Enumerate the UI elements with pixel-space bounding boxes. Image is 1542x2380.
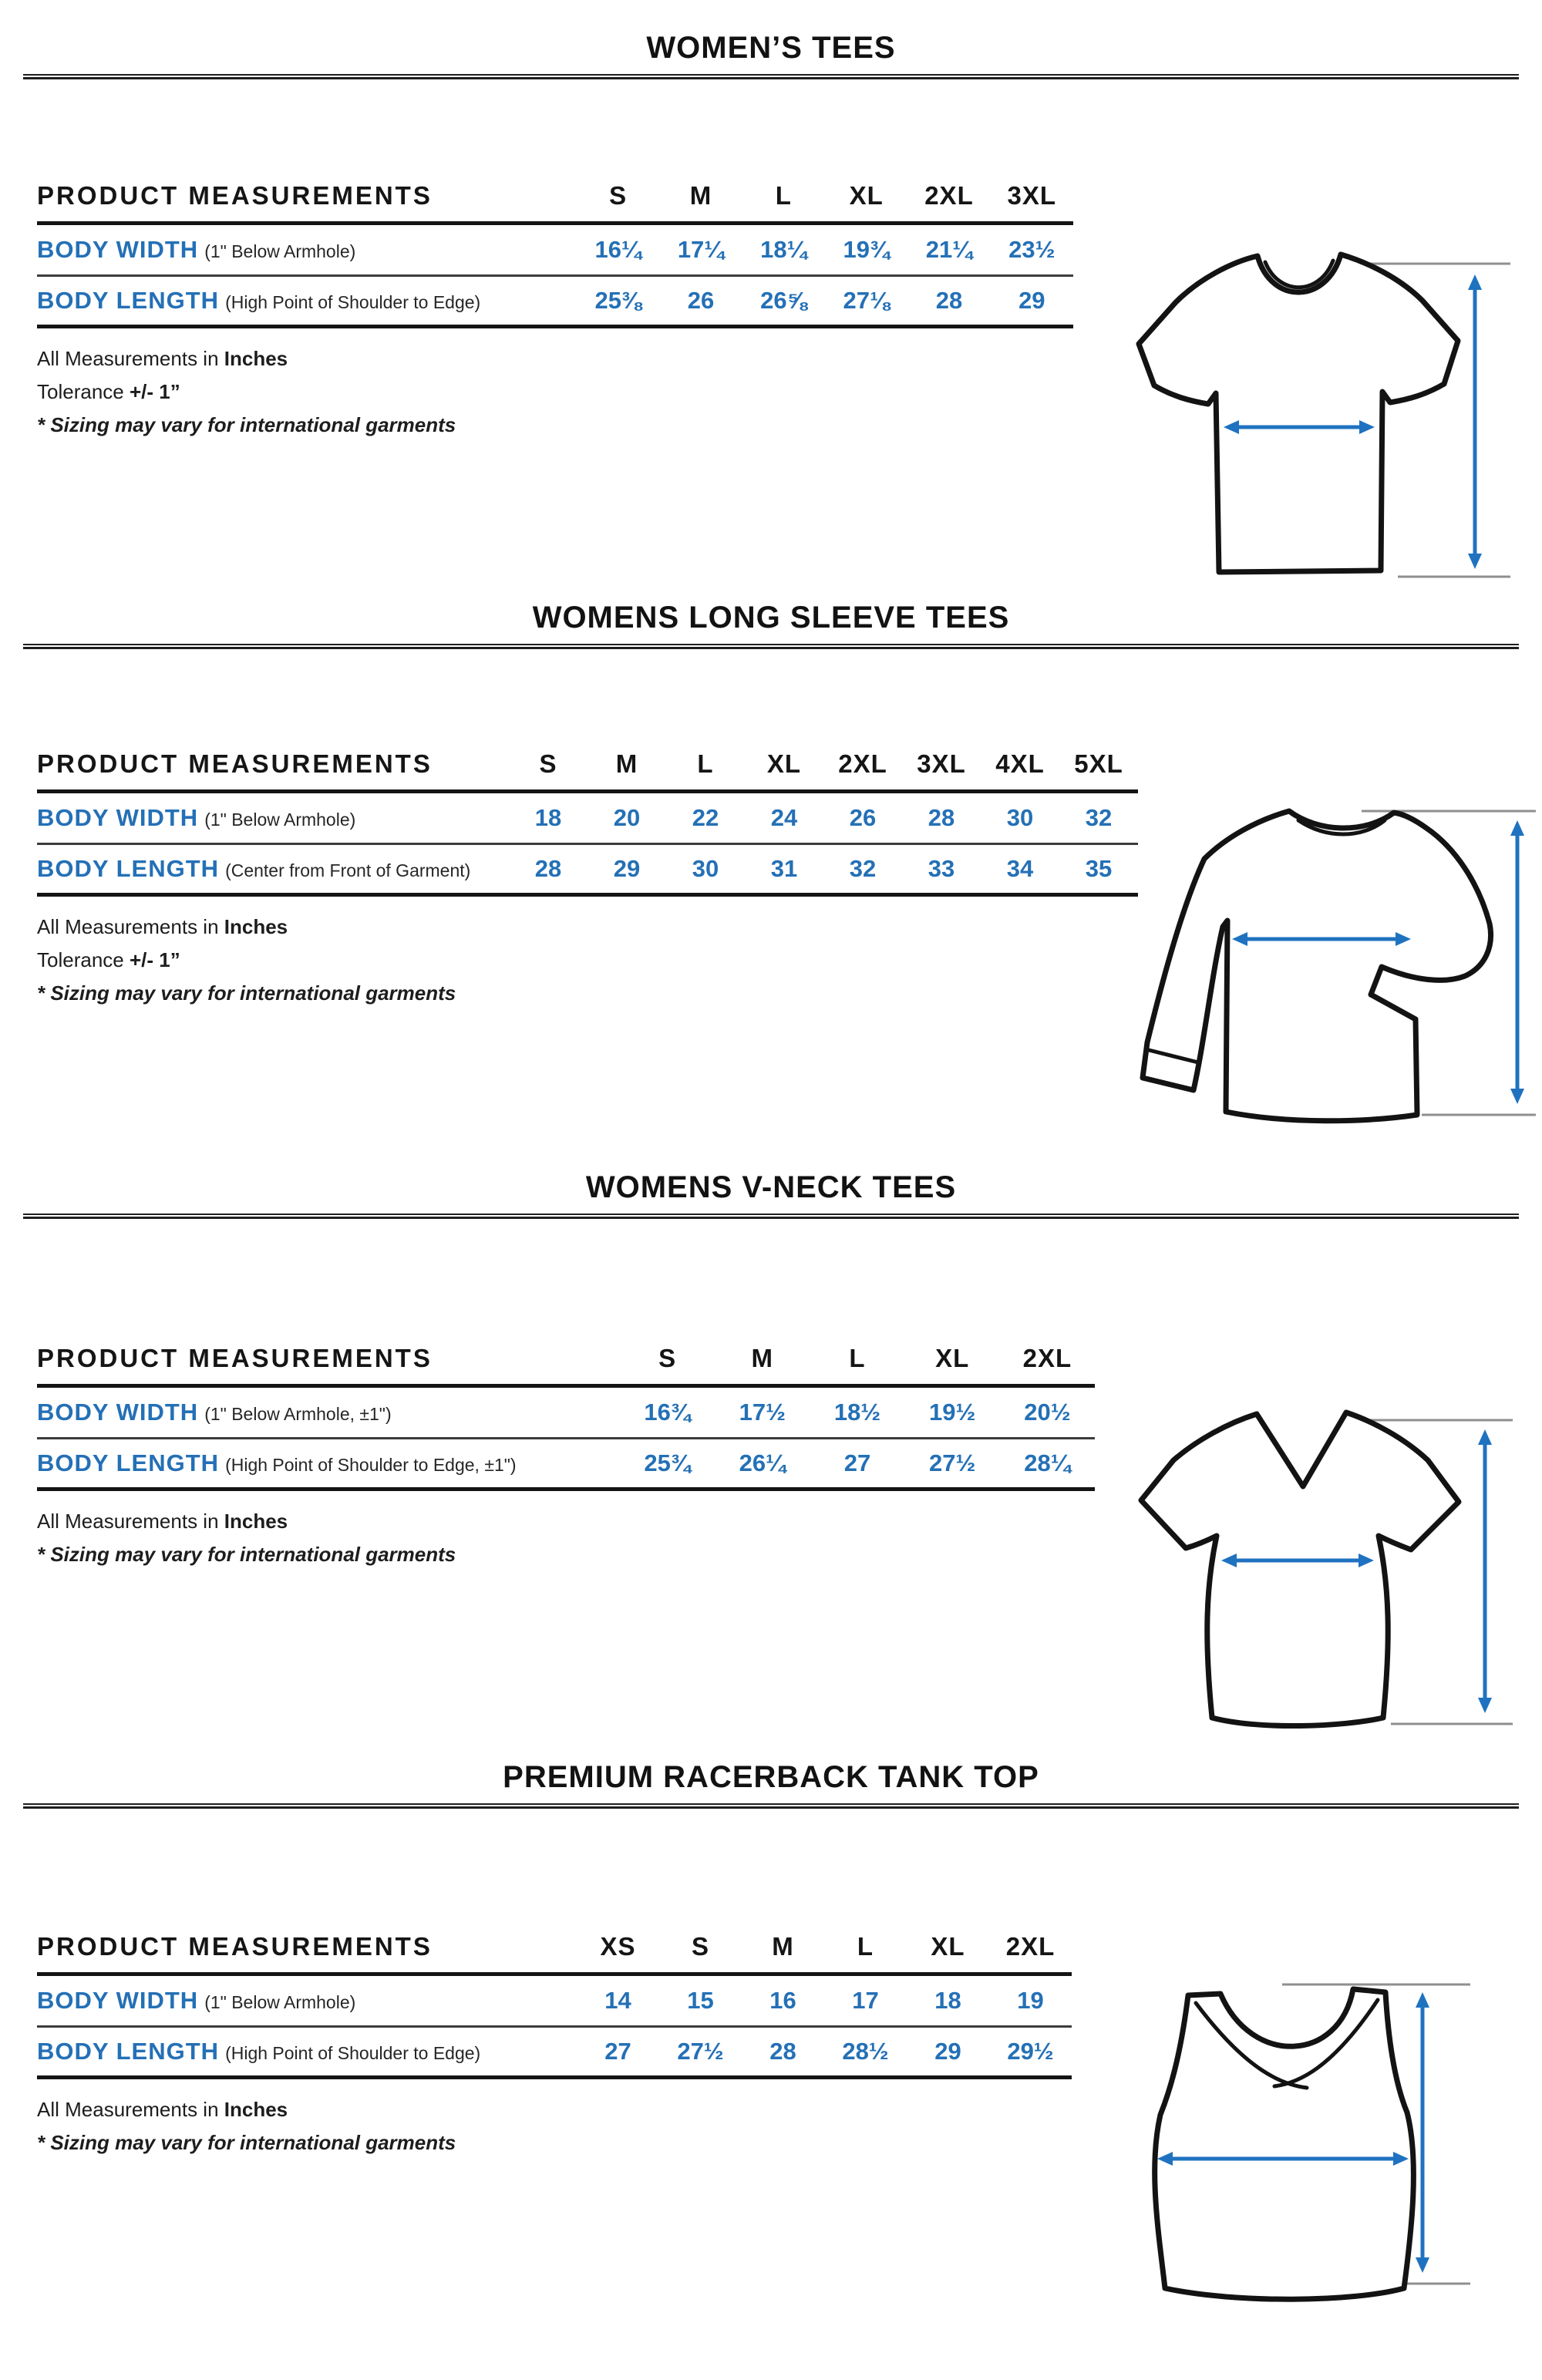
measurements-table — [37, 181, 1073, 328]
footnote-bold: Inches — [224, 2098, 288, 2121]
size-column-header: 2XL — [838, 749, 887, 778]
size-column-header: XL — [849, 181, 884, 210]
table-row — [37, 277, 1073, 328]
racerback-tank-illustration — [1122, 1964, 1484, 2311]
footnote-text: All Measurements in — [37, 347, 224, 370]
measurement-value: 26 — [687, 287, 715, 314]
section-womens-v-neck-tees — [0, 1170, 1542, 1751]
size-column-header: 3XL — [1007, 181, 1057, 210]
measurement-value: 18½ — [833, 1399, 881, 1426]
body-length-arrow — [1510, 820, 1524, 1104]
footnote-italic: * Sizing may vary for international garments — [37, 1543, 456, 1566]
row-sublabel: (High Point of Shoulder to Edge) — [225, 2043, 481, 2063]
measurement-value: 23½ — [1008, 236, 1055, 263]
row-label-cell — [37, 236, 577, 264]
measurement-value: 22 — [692, 804, 719, 831]
measurement-value: 24 — [770, 804, 798, 831]
measurement-value: 16 — [769, 1987, 796, 2014]
table-row — [37, 2028, 1072, 2079]
table-header-row — [37, 1344, 1095, 1388]
measurement-value: 17¼ — [677, 236, 725, 263]
measurement-value: 27⅛ — [843, 287, 890, 314]
size-column-header: 2XL — [1022, 1344, 1072, 1372]
measurement-value: 27½ — [677, 2038, 724, 2065]
footnote-italic: * Sizing may vary for international garments — [37, 981, 456, 1005]
title-divider — [23, 74, 1519, 79]
size-column-header: S — [539, 749, 557, 778]
footnote-bold: +/- 1” — [129, 380, 180, 403]
row-sublabel: (1" Below Armhole) — [204, 810, 356, 830]
row-sublabel: (1" Below Armhole) — [204, 241, 356, 261]
body-length-arrow — [1416, 1992, 1429, 2273]
measurement-value: 18 — [534, 804, 562, 831]
table-header-label: PRODUCT MEASUREMENTS — [37, 181, 433, 210]
row-label-cell — [37, 1449, 620, 1477]
measurement-value: 27 — [604, 2038, 631, 2065]
measurement-value: 26¼ — [739, 1449, 786, 1476]
footnote-text: Tolerance — [37, 380, 130, 403]
size-column-header: L — [857, 1932, 874, 1961]
section-premium-racerback-tank-top — [0, 1760, 1542, 2294]
measurements-table — [37, 1932, 1072, 2079]
section-title: WOMENS V-NECK TEES — [585, 1170, 957, 1204]
size-column-header: S — [609, 181, 628, 210]
size-column-header: 3XL — [917, 749, 966, 778]
v-neck-outline — [1141, 1412, 1459, 1726]
measurement-value: 30 — [692, 855, 719, 882]
body-length-arrow — [1468, 274, 1482, 569]
tank-outline — [1155, 1989, 1414, 2299]
measurement-value: 25⅜ — [594, 287, 641, 314]
table-header-label: PRODUCT MEASUREMENTS — [37, 1344, 433, 1372]
size-column-header: 4XL — [995, 749, 1045, 778]
measurement-value: 25¾ — [644, 1449, 691, 1476]
row-sublabel: (1" Below Armhole, ±1") — [204, 1404, 392, 1424]
section-womens-tees — [0, 31, 1542, 591]
measurement-value: 31 — [770, 855, 798, 882]
measurement-value: 27½ — [929, 1449, 976, 1476]
size-column-header: M — [751, 1344, 774, 1372]
measurement-value: 28 — [769, 2038, 796, 2065]
measurement-value: 19 — [1017, 1987, 1044, 2014]
v-neck-tee-illustration — [1116, 1385, 1517, 1732]
measurement-value: 14 — [604, 1987, 631, 2014]
table-header-row — [37, 749, 1138, 793]
size-column-header: XS — [600, 1932, 636, 1961]
row-label: BODY LENGTH — [37, 855, 220, 882]
table-header-label: PRODUCT MEASUREMENTS — [37, 749, 433, 778]
row-sublabel: (High Point of Shoulder to Edge, ±1") — [225, 1455, 517, 1475]
measurement-value: 28¼ — [1024, 1449, 1071, 1476]
size-column-header: M — [772, 1932, 794, 1961]
measurement-value: 34 — [1006, 855, 1034, 882]
table-row — [37, 1976, 1072, 2028]
row-label: BODY WIDTH — [37, 1987, 199, 2014]
footnote-bold: +/- 1” — [129, 948, 180, 971]
measurement-value: 16¾ — [644, 1399, 691, 1426]
short-sleeve-tee-illustration — [1106, 231, 1515, 586]
row-label: BODY WIDTH — [37, 236, 199, 263]
long-sleeve-outline — [1143, 811, 1491, 1121]
table-header-row — [37, 181, 1073, 225]
size-column-header: 2XL — [924, 181, 974, 210]
size-column-header: XL — [766, 749, 802, 778]
section-title: PREMIUM RACERBACK TANK TOP — [503, 1760, 1039, 1794]
title-divider — [23, 644, 1519, 649]
size-column-header: M — [615, 749, 638, 778]
measurement-value: 15 — [687, 1987, 714, 2014]
row-label-cell — [37, 804, 509, 832]
measurement-value: 20 — [613, 804, 641, 831]
size-column-header: 2XL — [1005, 1932, 1055, 1961]
footnote-italic: * Sizing may vary for international garments — [37, 2131, 456, 2154]
size-column-header: L — [849, 1344, 866, 1372]
title-divider — [23, 1803, 1519, 1809]
table-header-label: PRODUCT MEASUREMENTS — [37, 1932, 433, 1961]
measurement-value: 29 — [1018, 287, 1045, 314]
measurement-value: 28 — [928, 804, 955, 831]
footnote-text: All Measurements in — [37, 1510, 224, 1533]
row-label: BODY LENGTH — [37, 1449, 220, 1476]
section-title: WOMEN’S TEES — [646, 31, 896, 65]
footnote-text: All Measurements in — [37, 2098, 224, 2121]
title-divider — [23, 1214, 1519, 1219]
body-length-arrow — [1478, 1429, 1492, 1713]
long-sleeve-tee-illustration — [1110, 788, 1542, 1127]
row-label-cell — [37, 287, 577, 315]
size-column-header: 5XL — [1074, 749, 1123, 778]
measurement-value: 29½ — [1007, 2038, 1054, 2065]
measurements-table — [37, 1344, 1095, 1491]
footnote-italic: * Sizing may vary for international garments — [37, 413, 456, 436]
footnote-bold: Inches — [224, 915, 288, 938]
row-label-cell — [37, 1987, 577, 2015]
size-column-header: XL — [935, 1344, 970, 1372]
footnote-bold: Inches — [224, 347, 288, 370]
section-womens-long-sleeve-tees — [0, 601, 1542, 1161]
measurement-value: 28½ — [842, 2038, 889, 2065]
measurement-value: 28 — [935, 287, 963, 314]
row-sublabel: (Center from Front of Garment) — [225, 860, 471, 880]
table-row — [37, 845, 1138, 897]
measurement-value: 19¾ — [843, 236, 890, 263]
row-label-cell — [37, 1399, 620, 1426]
size-column-header: S — [658, 1344, 677, 1372]
row-sublabel: (High Point of Shoulder to Edge) — [225, 292, 481, 312]
measurement-value: 28 — [534, 855, 562, 882]
measurement-value: 26 — [849, 804, 877, 831]
row-label-cell — [37, 2038, 577, 2065]
row-label: BODY WIDTH — [37, 804, 199, 831]
size-column-header: S — [691, 1932, 709, 1961]
row-label-cell — [37, 855, 509, 883]
measurement-value: 27 — [843, 1449, 871, 1476]
measurement-value: 26⅝ — [760, 287, 807, 314]
size-column-header: L — [775, 181, 792, 210]
measurement-value: 20½ — [1024, 1399, 1071, 1426]
measurement-value: 33 — [928, 855, 955, 882]
measurement-value: 35 — [1085, 855, 1113, 882]
table-row — [37, 793, 1138, 845]
footnote-text: All Measurements in — [37, 915, 224, 938]
measurement-value: 30 — [1006, 804, 1034, 831]
table-row — [37, 1439, 1095, 1491]
row-label: BODY LENGTH — [37, 287, 220, 314]
table-row — [37, 225, 1073, 277]
footnote-bold: Inches — [224, 1510, 288, 1533]
measurement-value: 29 — [934, 2038, 961, 2065]
row-sublabel: (1" Below Armhole) — [204, 1992, 356, 2012]
measurement-value: 18 — [934, 1987, 961, 2014]
tee-outline — [1139, 254, 1458, 572]
size-column-header: M — [689, 181, 712, 210]
size-column-header: XL — [931, 1932, 965, 1961]
table-header-row — [37, 1932, 1072, 1976]
measurement-value: 17 — [852, 1987, 879, 2014]
measurement-value: 32 — [1085, 804, 1113, 831]
measurement-value: 18¼ — [760, 236, 807, 263]
measurement-value: 21¼ — [925, 236, 973, 263]
measurement-value: 29 — [613, 855, 641, 882]
row-label: BODY WIDTH — [37, 1399, 199, 1426]
table-row — [37, 1388, 1095, 1439]
row-label: BODY LENGTH — [37, 2038, 220, 2065]
section-title: WOMENS LONG SLEEVE TEES — [532, 601, 1010, 635]
size-column-header: L — [697, 749, 714, 778]
footnote-text: Tolerance — [37, 948, 130, 971]
measurement-value: 17½ — [739, 1399, 786, 1426]
measurement-value: 16¼ — [594, 236, 641, 263]
measurement-value: 19½ — [929, 1399, 976, 1426]
measurement-value: 32 — [849, 855, 877, 882]
measurements-table — [37, 749, 1138, 897]
